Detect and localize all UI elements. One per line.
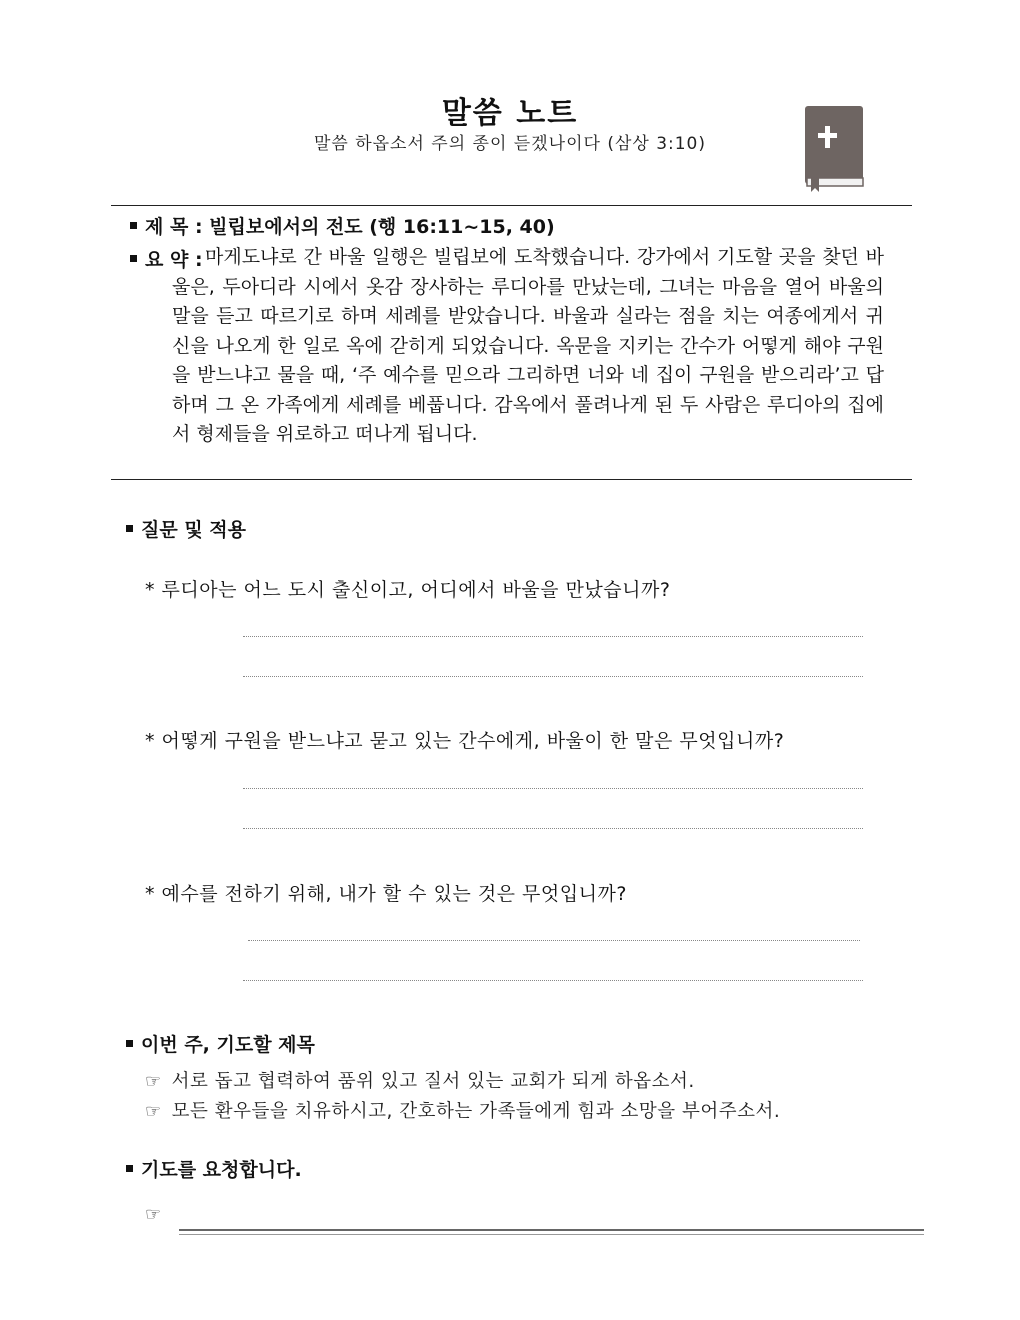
request-pointer bbox=[145, 1204, 172, 1225]
pointing-hand-icon: ☞ bbox=[145, 1101, 162, 1122]
question-2: * 어떻게 구원을 받느냐고 묻고 있는 간수에게, 바울이 한 말은 무엇입니까? bbox=[145, 730, 785, 752]
prayer-item-text: 모든 환우들을 치유하시고, 간호하는 가족들에게 힘과 소망을 부어주소서. bbox=[171, 1101, 781, 1122]
prayer-heading-row bbox=[126, 1030, 315, 1057]
page-title: 말씀 노트 bbox=[441, 96, 579, 131]
prayer-heading: 이번 주, 기도할 제목 bbox=[141, 1034, 315, 1056]
square-bullet-icon bbox=[126, 1165, 133, 1172]
prayer-item-text: 서로 돕고 협력하여 품위 있고 질서 있는 교회가 되게 하옵소서. bbox=[171, 1071, 695, 1092]
sermon-title-label: 제 목 : bbox=[145, 216, 203, 238]
square-bullet-icon bbox=[130, 255, 137, 262]
square-bullet-icon bbox=[126, 1040, 133, 1047]
sermon-title-row bbox=[130, 212, 555, 239]
square-bullet-icon bbox=[126, 525, 133, 532]
question-1: * 루디아는 어느 도시 출신이고, 어디에서 바울을 만났습니까? bbox=[145, 579, 671, 601]
summary-label: 요 약 : bbox=[145, 249, 203, 271]
divider-bottom bbox=[111, 479, 912, 480]
bible-icon bbox=[803, 104, 865, 192]
questions-heading: 질문 및 적용 bbox=[141, 519, 246, 541]
request-heading-row bbox=[126, 1155, 302, 1182]
pointing-hand-icon: ☞ bbox=[145, 1071, 162, 1092]
answer-line[interactable] bbox=[248, 940, 860, 941]
request-heading: 기도를 요청합니다. bbox=[141, 1159, 302, 1181]
prayer-item bbox=[145, 1067, 695, 1093]
divider-top bbox=[111, 205, 912, 206]
summary-text: 마게도냐로 간 바울 일행은 빌립보에 도착했습니다. 강가에서 기도할 곳을 찾던 바울은, 두아디라 시에서 옷감 장사하는 루디아를 만났는데, 그녀는 마음을 열어 바울의 말을 듣고 따르기로 하며 세례를 받았습니다. 바울과 실라는 점을 치는 여종에게서 귀신을 나오게 한 일로 옥에 갇히게 되었습니다. 옥문을 지키는 간수가 어떻게 해야 구원을 받느냐고 물을 때, ‘주 예수를 믿으라 그리하면 너와 네 집이 구원을 받으리라’고 답하며 그 온 가족에게 세례를 베풉니다. 감옥에서 풀려나게 된 두 사람은 루디아의 집에서 형제들을 위로하고 떠나게 됩니다. bbox=[172, 246, 884, 445]
questions-heading-row bbox=[126, 515, 246, 542]
question-3: * 예수를 전하기 위해, 내가 할 수 있는 것은 무엇입니까? bbox=[145, 883, 627, 905]
answer-line[interactable] bbox=[243, 636, 863, 637]
prayer-item bbox=[145, 1097, 780, 1123]
answer-line[interactable] bbox=[243, 676, 863, 677]
answer-line[interactable] bbox=[243, 980, 863, 981]
square-bullet-icon bbox=[130, 222, 137, 229]
page-subtitle: 말씀 하옵소서 주의 종이 듣겠나이다 (삼상 3:10) bbox=[313, 134, 707, 154]
answer-line[interactable] bbox=[243, 788, 863, 789]
sermon-title-value: 빌립보에서의 전도 (행 16:11~15, 40) bbox=[209, 216, 555, 238]
pointing-hand-icon: ☞ bbox=[145, 1204, 162, 1225]
request-input-line[interactable] bbox=[179, 1229, 924, 1235]
answer-line[interactable] bbox=[243, 828, 863, 829]
